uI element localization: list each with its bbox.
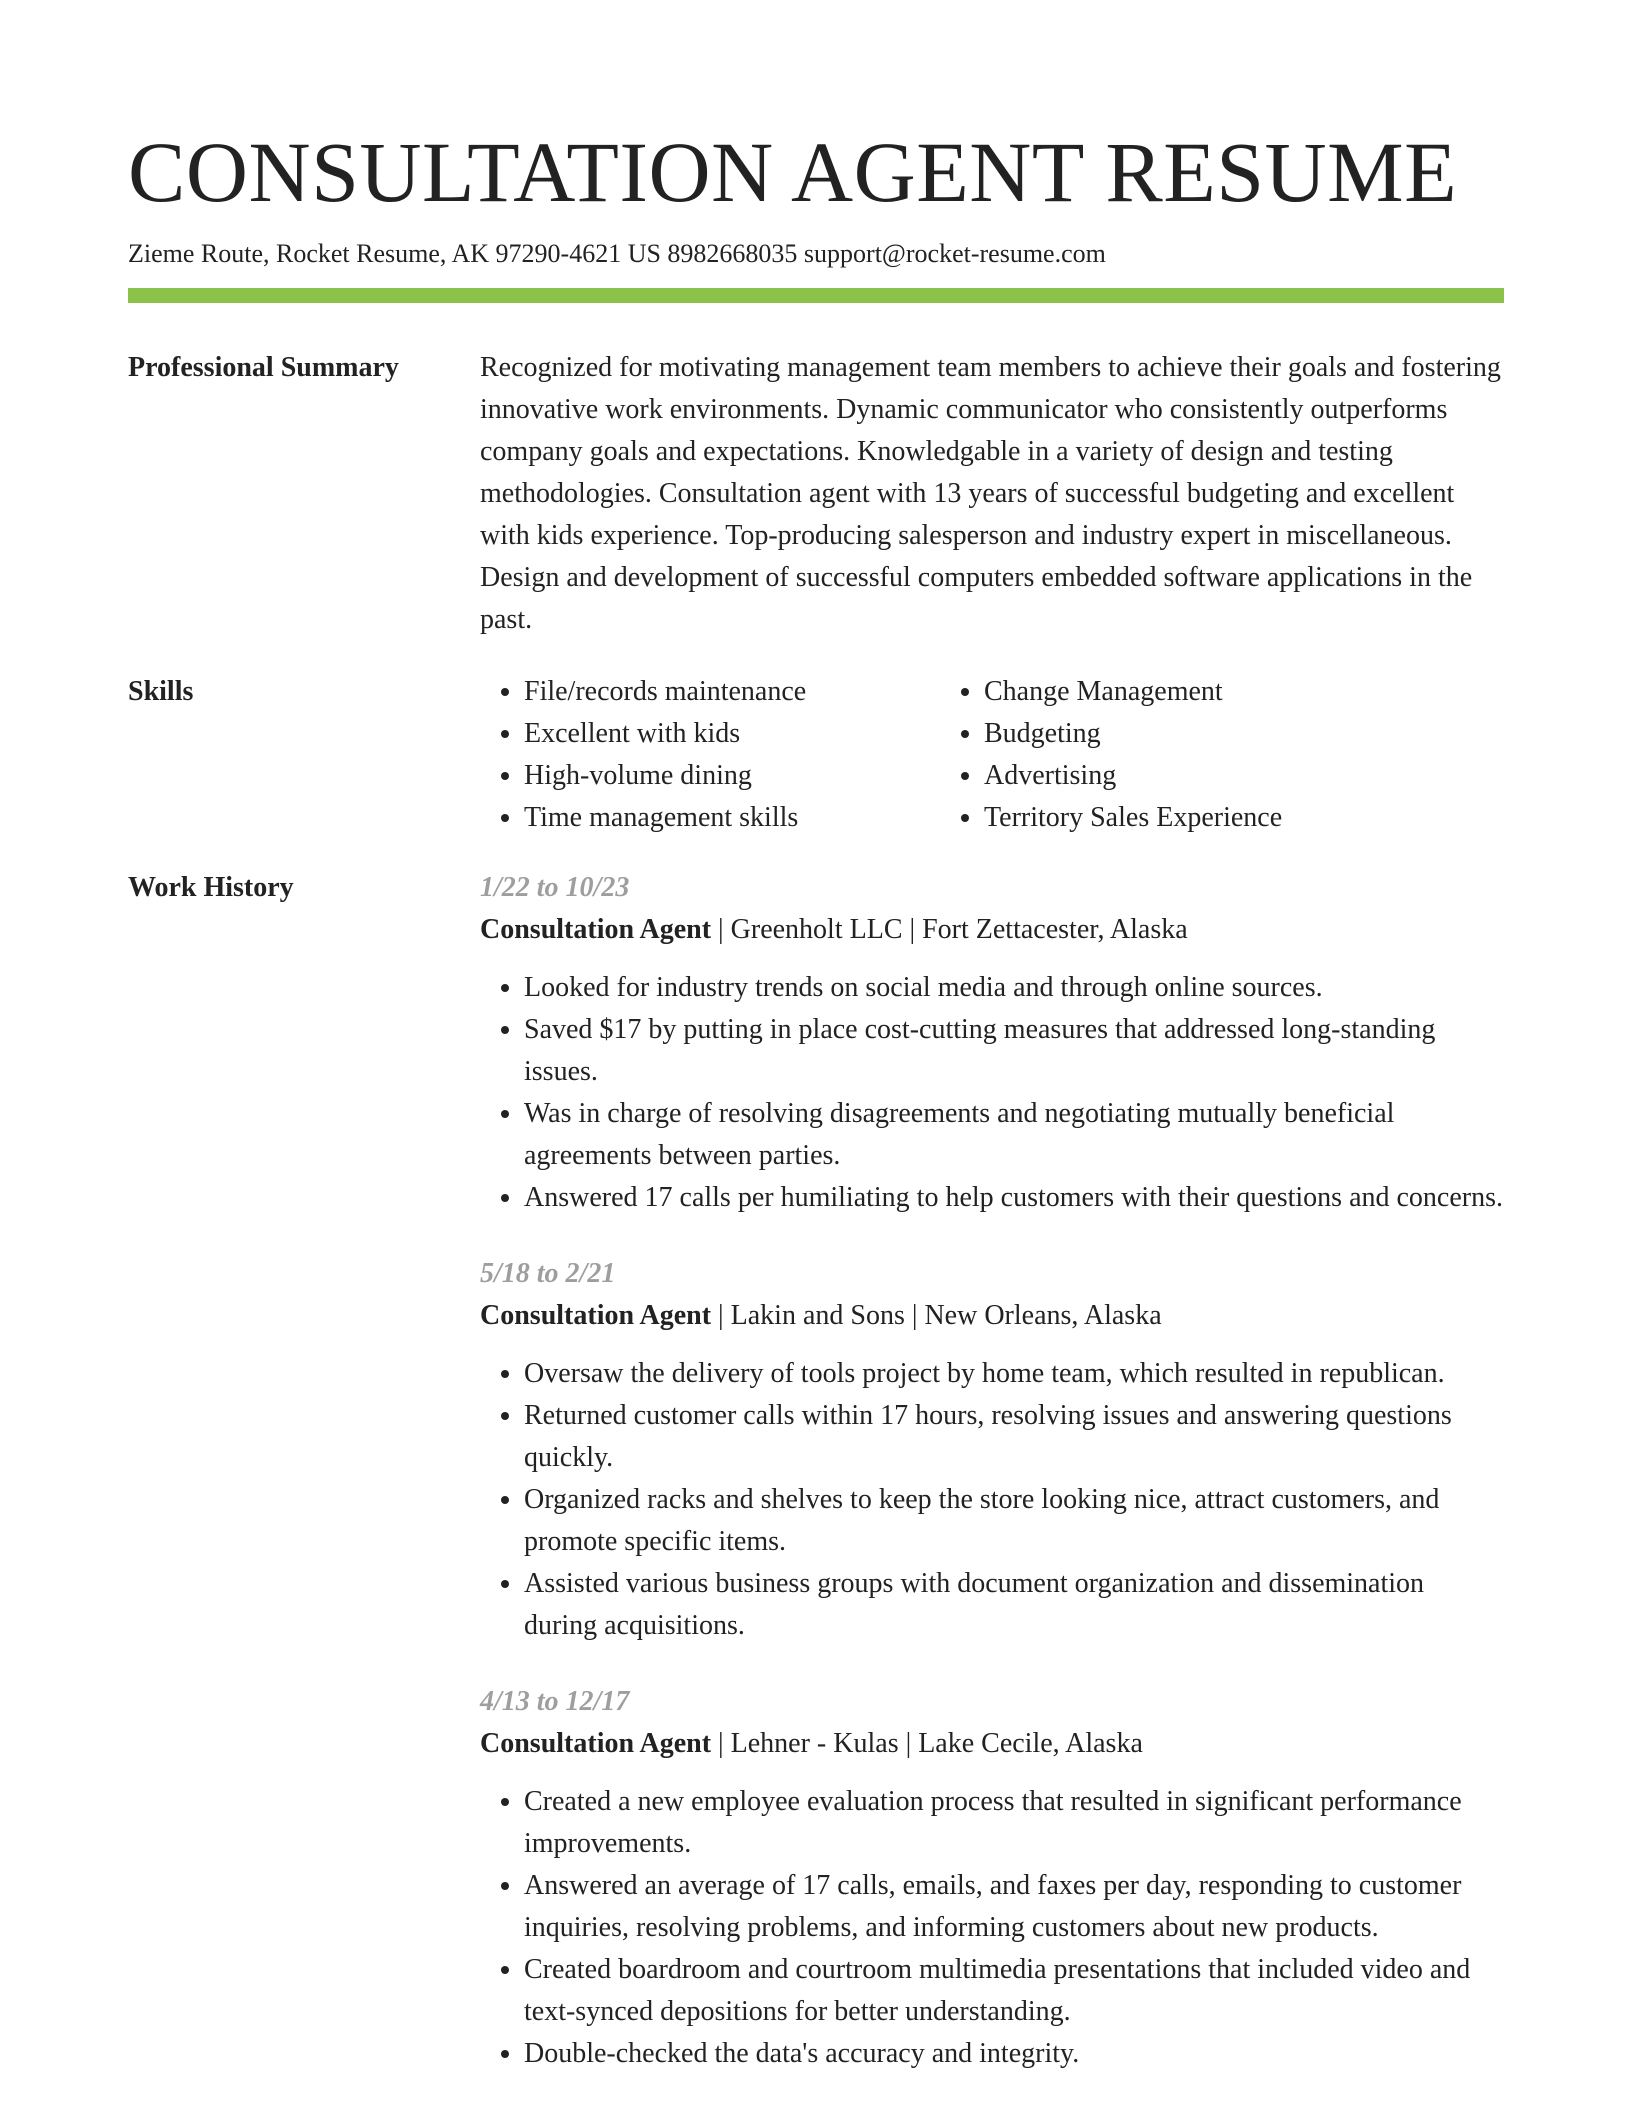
job-bullet: • Created boardroom and courtroom multimedia presentations that included video and text-synced depositions for better understanding. — [524, 1949, 1504, 2033]
job-bullet: • Answered an average of 17 calls, emails, and faxes per day, responding to customer inquiries, resolving problems, and informing customers about new products. — [524, 1865, 1504, 1949]
work-history-content — [480, 871, 1504, 2113]
job-entry — [480, 1253, 1504, 1647]
skills-section — [128, 675, 1504, 839]
resume-title: CONSULTATION AGENT RESUME — [128, 124, 1458, 220]
job-bullet: • Looked for industry trends on social media and through online sources. — [524, 967, 1504, 1009]
job-details: | Greenholt LLC | Fort Zettacester, Alaska — [711, 914, 1188, 945]
summary-content — [480, 351, 1504, 641]
job-bullet: • Answered 17 calls per humiliating to help customers with their questions and concerns. — [524, 1177, 1504, 1219]
work-history-section — [128, 871, 1504, 2113]
skills-label: Skills — [128, 676, 194, 707]
job-bullet: • Saved $17 by putting in place cost-cutting measures that addressed long-standing issues. — [524, 1009, 1504, 1093]
job-dates: 5/18 to 2/21 — [480, 1258, 616, 1289]
job-bullet: • Assisted various business groups with document organization and dissemination during acquisitions. — [524, 1563, 1504, 1647]
skill-item: • High-volume dining — [524, 755, 940, 797]
skill-item: • Budgeting — [984, 713, 1400, 755]
skill-item: • Territory Sales Experience — [984, 797, 1400, 839]
job-entry — [480, 867, 1504, 1219]
summary-label: Professional Summary — [128, 352, 399, 383]
accent-divider — [128, 288, 1504, 303]
job-title: Consultation Agent — [480, 1728, 712, 1759]
job-bullet: • Organized racks and shelves to keep the store looking nice, attract customers, and promote specific items. — [524, 1479, 1504, 1563]
contact-line: Zieme Route, Rocket Resume, AK 97290-4621 US 8982668035 support@rocket-resume.com — [128, 239, 1106, 268]
skill-item: • Advertising — [984, 755, 1400, 797]
job-title-line — [480, 909, 1504, 951]
job-bullets — [480, 1781, 1504, 2075]
skills-content — [480, 675, 1504, 839]
job-details: | Lakin and Sons | New Orleans, Alaska — [711, 1300, 1162, 1331]
skill-item: • Excellent with kids — [524, 713, 940, 755]
job-title-line — [480, 1295, 1504, 1337]
job-title: Consultation Agent — [480, 1300, 712, 1331]
job-bullet: • Created a new employee evaluation process that resulted in significant performance improvements. — [524, 1781, 1504, 1865]
job-bullet: • Was in charge of resolving disagreements and negotiating mutually beneficial agreements between parties. — [524, 1093, 1504, 1177]
job-bullets — [480, 1353, 1504, 1647]
job-title: Consultation Agent — [480, 914, 712, 945]
skills-list-right — [940, 671, 1400, 839]
skills-list-left — [480, 671, 940, 839]
summary-section — [128, 351, 1504, 641]
job-entry — [480, 1681, 1504, 2075]
job-dates: 4/13 to 12/17 — [480, 1686, 630, 1717]
job-bullet: • Returned customer calls within 17 hours, resolving issues and answering questions quickly. — [524, 1395, 1504, 1479]
job-bullets — [480, 967, 1504, 1219]
skill-item: • File/records maintenance — [524, 671, 940, 713]
summary-text: Recognized for motivating management team members to achieve their goals and fostering innovative work environments. Dynamic communicator who consistently outperforms company goals and expectations. Knowledgable in a variety of design and testing methodologies. Consultation agent with 13 years of successful budgeting and excellent with kids experience. Top-producing salesperson and industry expert in miscellaneous. Design and development of successful computers embedded software applications in the past. — [480, 352, 1501, 635]
work-history-label: Work History — [128, 872, 294, 903]
skills-grid — [480, 671, 1504, 839]
job-bullet: • Double-checked the data's accuracy and integrity. — [524, 2033, 1504, 2075]
skill-item: • Change Management — [984, 671, 1400, 713]
job-details: | Lehner - Kulas | Lake Cecile, Alaska — [711, 1728, 1143, 1759]
job-bullet: • Oversaw the delivery of tools project by home team, which resulted in republican. — [524, 1353, 1504, 1395]
skill-item: • Time management skills — [524, 797, 940, 839]
job-title-line — [480, 1723, 1504, 1765]
job-dates: 1/22 to 10/23 — [480, 872, 630, 903]
